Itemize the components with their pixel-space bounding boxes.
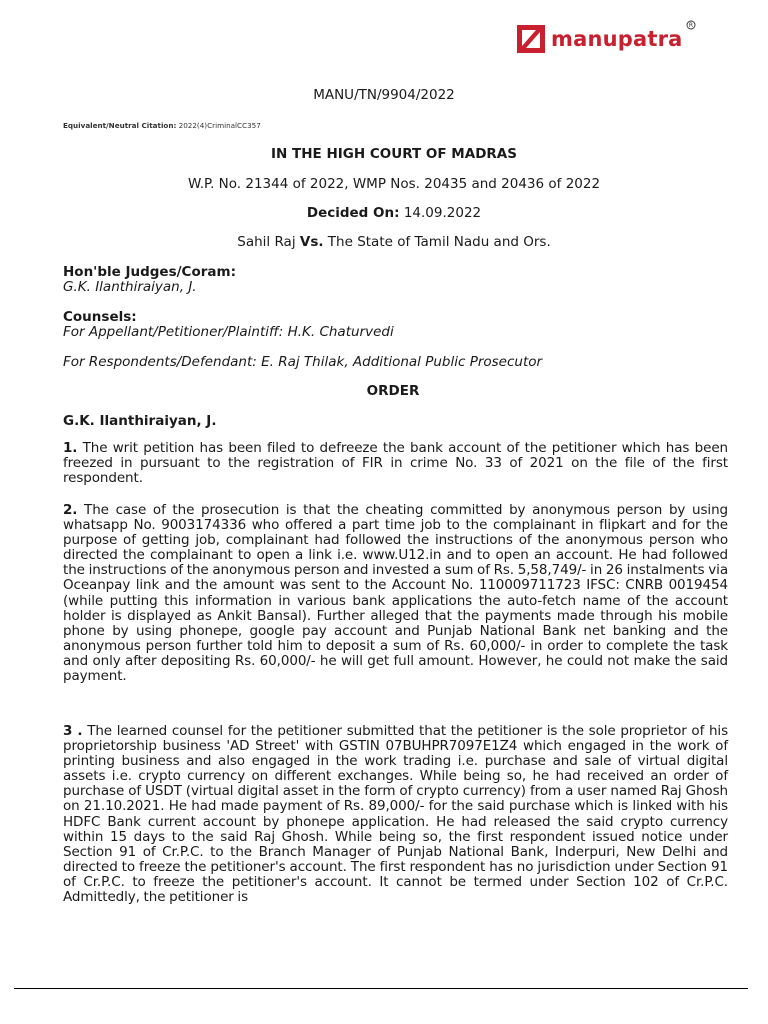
equivalent-citation — [63, 121, 261, 130]
decided-date: 14.09.2022 — [403, 205, 482, 221]
paragraph-text: The case of the prosecution is that the cheating committed by anonymous person by using whatsapp No. 9003174336 who offered a part time job to the complainant in flipkart and for the purpose of getting job, complainant had followed the instructions of the anonymous person who directed the complainant to open a link i.e. www.U12.in and to open an account. He had followed the instructions of the anonymous person and invested a sum of Rs. 5,58,749/- in 26 instalments via Oceanpay link and the amount was sent to the Account No. 110009711723 IFSC: CNRB 0019454 (while putting this information in various bank applications the auto-fetch name of the account holder is displayed as Ankit Bansal). Further alleged that the payments made through his mobile phone by using phonepe, google pay account and Punjab National Bank net banking and the anonymous person further told him to deposit a sum of Rs. 60,000/- in order to complete the task and only after depositing Rs. 60,000/- he will get full amount. However, he could not make the said payment. — [63, 502, 728, 685]
decided-on — [0, 205, 768, 221]
paragraph-text: The learned counsel for the petitioner submitted that the petitioner is the sole proprietor of his proprietorship business 'AD Street' with GSTIN 07BUHPR7097E1Z4 which engaged in the work of printing business and also engaged in the work trading i.e. purchase and sale of virtual digital assets i.e. crypto currency on different exchanges. While being so, he had received an order of purchase of USDT (virtual digital asset in the form of crypto currency) from a user named Raj Ghosh on 21.10.2021. He had made payment of Rs. 89,000/- for the said purchase which is linked with his HDFC Bank current account by phonepe application. He had released the said crypto currency within 15 days to the said Raj Ghosh. While being so, the first respondent issued notice under Section 91 of Cr.P.C. to the Branch Manager of Punjab National Bank, Inderpuri, New Delhi and directed to freeze the petitioner's account. The first respondent has no jurisdiction under Section 91 of Cr.P.C. to freeze the petitioner's account. It cannot be termed under Section 102 of Cr.P.C. Admittedly, the petitioner is — [63, 723, 728, 906]
manupatra-logo — [516, 22, 693, 54]
case-numbers: W.P. No. 21344 of 2022, WMP Nos. 20435 and 20436 of 2022 — [187, 176, 601, 192]
manu-citation: MANU/TN/9904/2022 — [313, 87, 455, 103]
judge-name: G.K. Ilanthiraiyan, J. — [63, 279, 197, 295]
case-parties — [0, 234, 768, 250]
court-name: IN THE HIGH COURT OF MADRAS — [271, 146, 517, 162]
decided-label: Decided On: — [306, 205, 400, 221]
order-author: G.K. Ilanthiraiyan, J. — [63, 413, 217, 429]
order-heading: ORDER — [366, 383, 420, 399]
appellant-counsel: For Appellant/Petitioner/Plaintiff: H.K. Chaturvedi — [63, 324, 394, 340]
judges-heading: Hon'ble Judges/Coram: — [63, 264, 236, 280]
paragraph-number: 1. — [63, 440, 78, 456]
equivalent-citation-value: 2022(4)CriminalCC357 — [178, 121, 261, 130]
paragraph-1 — [63, 441, 728, 486]
respondent-name: The State of Tamil Nadu and Ors. — [327, 234, 551, 250]
paragraph-3 — [63, 724, 728, 905]
manupatra-logo-icon — [516, 24, 546, 54]
registered-mark-icon — [686, 20, 696, 30]
counsels-heading: Counsels: — [63, 309, 137, 325]
equivalent-citation-label: Equivalent/Neutral Citation: — [63, 121, 177, 130]
svg-text:R: R — [688, 22, 693, 30]
petitioner-name: Sahil Raj — [237, 234, 296, 250]
respondent-counsel: For Respondents/Defendant: E. Raj Thilak, Additional Public Prosecutor — [63, 354, 543, 370]
paragraph-number: 3 . — [63, 723, 83, 739]
paragraph-2 — [63, 503, 728, 684]
paragraph-text: The writ petition has been filed to defreeze the bank account of the petitioner which has been freezed in pursuant to the registration of FIR in crime No. 33 of 2021 on the file of the first respondent. — [63, 440, 728, 487]
footer-divider — [14, 988, 748, 989]
versus-label: Vs. — [299, 234, 324, 250]
paragraph-number: 2. — [63, 502, 78, 518]
brand-name: manupatra — [551, 27, 683, 51]
